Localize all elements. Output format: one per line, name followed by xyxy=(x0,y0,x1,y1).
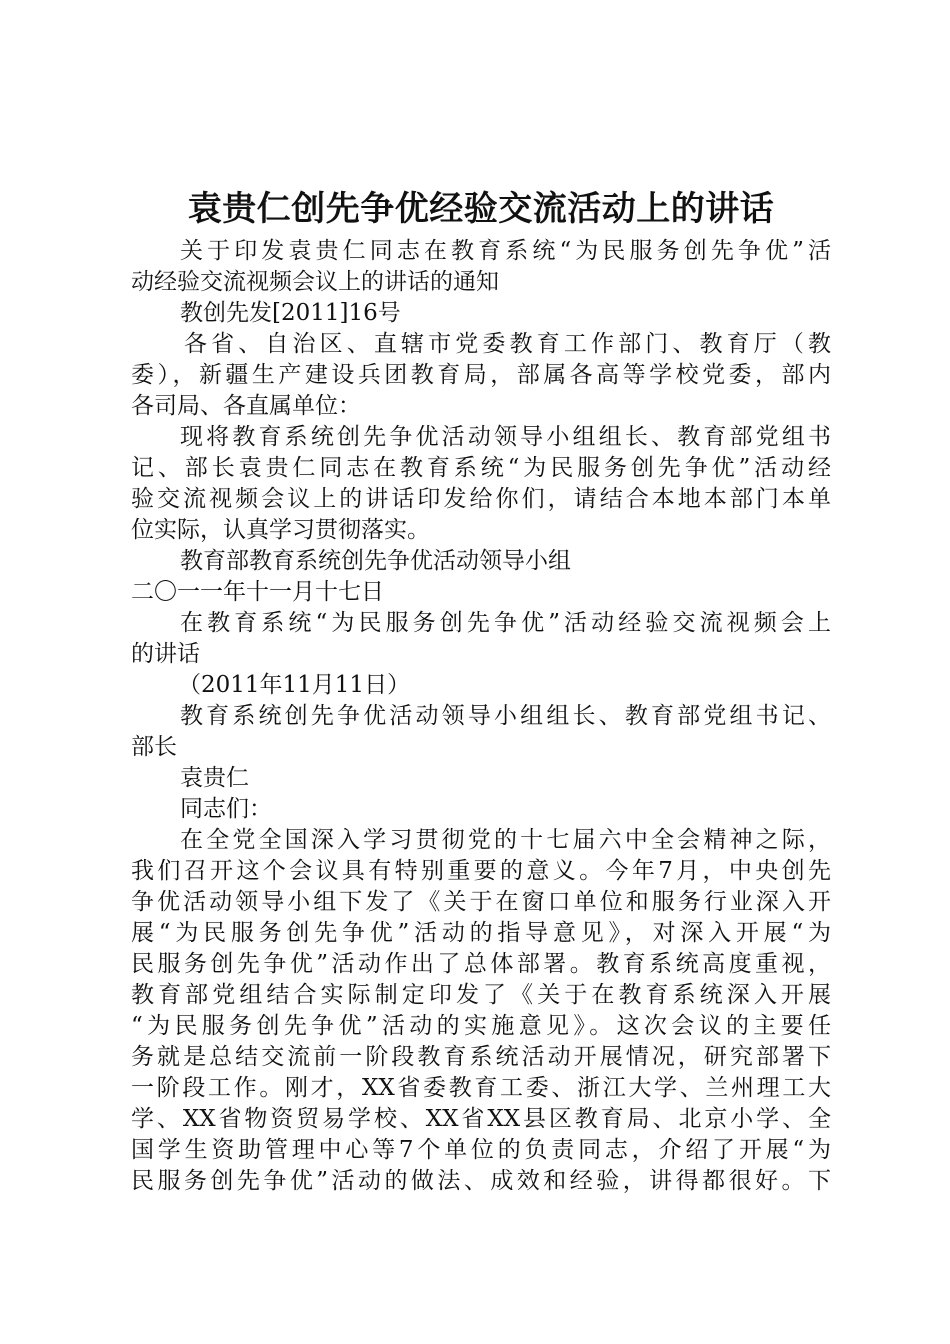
speech-body-line: 一阶段工作。刚才，XX省委教育工委、浙江大学、兰州理工大 xyxy=(131,1075,831,1101)
speech-body-line: 民服务创先争优”活动的做法、成效和经验，讲得都很好。下 xyxy=(131,1168,831,1194)
document-page xyxy=(131,182,831,1197)
speech-date: （2011年11月11日） xyxy=(178,672,411,698)
salutation: 同志们： xyxy=(180,796,272,822)
recipients-line-1: 各省、自治区、直辖市党委教育工作部门、教育厅（教 xyxy=(184,331,831,357)
notice-heading-line-1: 关于印发袁贵仁同志在教育系统“为民服务创先争优”活 xyxy=(180,238,831,264)
notice-body-line-2: 记、部长袁贵仁同志在教育系统“为民服务创先争优”活动经 xyxy=(131,455,831,481)
notice-body-line-1: 现将教育系统创先争优活动领导小组组长、教育部党组书 xyxy=(180,424,831,450)
notice-body-line-4: 位实际，认真学习贯彻落实。 xyxy=(131,517,430,543)
speech-body-line: 我们召开这个会议具有特别重要的意义。今年7月，中央创先 xyxy=(131,858,831,884)
document-number: 教创先发[2011]16号 xyxy=(180,300,401,326)
issue-date: 二〇一一年十一月十七日 xyxy=(131,579,384,605)
notice-body-line-3: 验交流视频会议上的讲话印发给你们，请结合本地本部门本单 xyxy=(131,486,831,512)
speech-body-line: 争优活动领导小组下发了《关于在窗口单位和服务行业深入开 xyxy=(131,889,831,915)
notice-heading-line-2: 动经验交流视频会议上的讲话的通知 xyxy=(131,269,499,295)
speech-body-line: “为民服务创先争优”活动的实施意见》。这次会议的主要任 xyxy=(131,1013,831,1039)
speech-body-line: 学、XX省物资贸易学校、XX省XX县区教育局、北京小学、全 xyxy=(131,1106,831,1132)
recipients-line-3: 各司局、各直属单位： xyxy=(131,393,361,419)
speech-body-line: 务就是总结交流前一阶段教育系统活动开展情况，研究部署下 xyxy=(131,1044,831,1070)
recipients-line-2: 委），新疆生产建设兵团教育局，部属各高等学校党委，部内 xyxy=(131,362,831,388)
speech-body-line: 在全党全国深入学习贯彻党的十七届六中全会精神之际， xyxy=(180,827,831,853)
speaker-title-line-1: 教育系统创先争优活动领导小组组长、教育部党组书记、 xyxy=(180,703,831,729)
speech-body-line: 展“为民服务创先争优”活动的指导意见》，对深入开展“为 xyxy=(131,920,831,946)
issuer: 教育部教育系统创先争优活动领导小组 xyxy=(180,548,571,574)
speech-title-line-2: 的讲话 xyxy=(131,641,200,667)
speaker-name: 袁贵仁 xyxy=(180,765,249,791)
speech-body-line: 国学生资助管理中心等7个单位的负责同志，介绍了开展“为 xyxy=(131,1137,831,1163)
speaker-title-line-2: 部长 xyxy=(131,734,177,760)
document-title: 袁贵仁创先争优经验交流活动上的讲话 xyxy=(187,189,775,229)
speech-title-line-1: 在教育系统“为民服务创先争优”活动经验交流视频会上 xyxy=(180,610,831,636)
speech-body-line: 民服务创先争优”活动作出了总体部署。教育系统高度重视， xyxy=(131,951,831,977)
speech-body-line: 教育部党组结合实际制定印发了《关于在教育系统深入开展 xyxy=(131,982,831,1008)
